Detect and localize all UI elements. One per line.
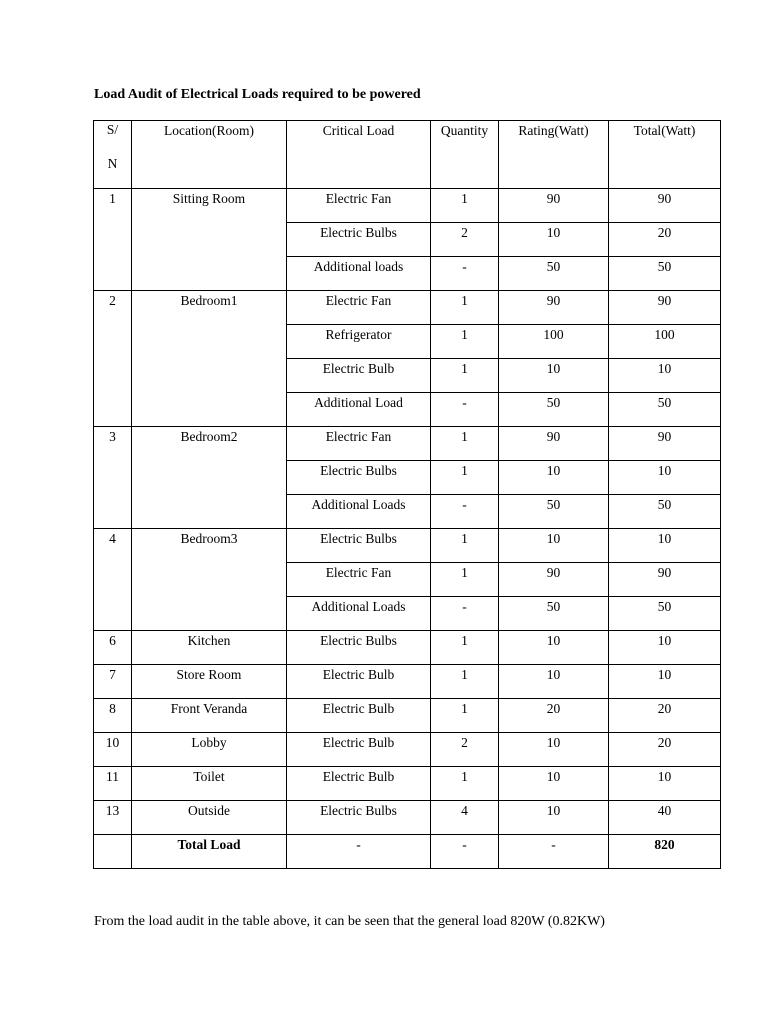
cell-location: Store Room: [132, 665, 287, 699]
cell-sn: 3: [94, 427, 132, 529]
cell-critical-load: Electric Bulb: [287, 733, 431, 767]
header-quantity: Quantity: [431, 121, 499, 189]
conclusion-text: From the load audit in the table above, it can be seen that the general load 820W (0.82KW): [94, 914, 605, 929]
table-row: [94, 665, 721, 699]
cell-rating: 10: [499, 801, 609, 835]
cell-sn: 7: [94, 665, 132, 699]
cell-quantity: 1: [431, 461, 499, 495]
cell-rating: 90: [499, 563, 609, 597]
cell-total: 20: [609, 223, 721, 257]
document-title: Load Audit of Electrical Loads required to be powered: [94, 87, 421, 102]
cell-total: 50: [609, 495, 721, 529]
load-audit-table: [93, 120, 721, 869]
cell-rating: 50: [499, 257, 609, 291]
cell-total: 10: [609, 359, 721, 393]
cell-location: Bedroom2: [132, 427, 287, 529]
cell-quantity: 1: [431, 665, 499, 699]
cell-location: Bedroom1: [132, 291, 287, 427]
total-load-row: [94, 835, 721, 869]
cell-quantity: -: [431, 597, 499, 631]
cell-total: 90: [609, 291, 721, 325]
cell-total: 50: [609, 393, 721, 427]
cell-quantity: 1: [431, 563, 499, 597]
cell-rating: 10: [499, 529, 609, 563]
cell-quantity: 1: [431, 427, 499, 461]
cell-quantity: 2: [431, 733, 499, 767]
cell-location: Toilet: [132, 767, 287, 801]
cell-rating: 50: [499, 393, 609, 427]
cell-total: 10: [609, 767, 721, 801]
cell-location: Kitchen: [132, 631, 287, 665]
table-row: [94, 291, 721, 325]
cell-rating: 10: [499, 767, 609, 801]
cell-total: 90: [609, 563, 721, 597]
cell-critical-load: Electric Bulbs: [287, 631, 431, 665]
cell-rating: 100: [499, 325, 609, 359]
header-sn-line2: N: [107, 156, 118, 171]
cell-quantity: 1: [431, 291, 499, 325]
header-sn: [94, 121, 132, 189]
cell-total: 90: [609, 427, 721, 461]
table-row: [94, 767, 721, 801]
cell-rating: 90: [499, 291, 609, 325]
cell-total: 10: [609, 631, 721, 665]
table-row: [94, 631, 721, 665]
cell-total: 10: [609, 529, 721, 563]
header-rating: Rating(Watt): [499, 121, 609, 189]
cell-location: Sitting Room: [132, 189, 287, 291]
cell-sn: [94, 835, 132, 869]
cell-sn: 10: [94, 733, 132, 767]
table-body: [94, 189, 721, 869]
header-total: Total(Watt): [609, 121, 721, 189]
cell-rating: 10: [499, 461, 609, 495]
cell-quantity: 1: [431, 631, 499, 665]
cell-critical-load: Electric Bulbs: [287, 529, 431, 563]
cell-total: 50: [609, 597, 721, 631]
cell-quantity: 1: [431, 189, 499, 223]
cell-critical-load: Electric Bulbs: [287, 223, 431, 257]
cell-critical-load: Additional Load: [287, 393, 431, 427]
cell-sn: 2: [94, 291, 132, 427]
cell-rating: 10: [499, 733, 609, 767]
cell-critical-load: Electric Bulbs: [287, 461, 431, 495]
cell-total: 10: [609, 665, 721, 699]
cell-rating: -: [499, 835, 609, 869]
cell-critical-load: Electric Bulb: [287, 767, 431, 801]
table-row: [94, 189, 721, 223]
cell-quantity: -: [431, 835, 499, 869]
cell-quantity: 1: [431, 529, 499, 563]
header-critical-load: Critical Load: [287, 121, 431, 189]
cell-location: Outside: [132, 801, 287, 835]
cell-rating: 50: [499, 495, 609, 529]
total-load-label: Total Load: [132, 835, 287, 869]
cell-location: Lobby: [132, 733, 287, 767]
cell-quantity: 1: [431, 699, 499, 733]
cell-sn: 4: [94, 529, 132, 631]
cell-quantity: 1: [431, 359, 499, 393]
table-header-row: [94, 121, 721, 189]
cell-sn: 6: [94, 631, 132, 665]
cell-quantity: -: [431, 257, 499, 291]
cell-rating: 50: [499, 597, 609, 631]
table-row: [94, 699, 721, 733]
table-row: [94, 733, 721, 767]
cell-total: 20: [609, 733, 721, 767]
cell-rating: 90: [499, 189, 609, 223]
total-load-value: 820: [609, 835, 721, 869]
cell-critical-load: Electric Bulbs: [287, 801, 431, 835]
cell-total: 40: [609, 801, 721, 835]
cell-critical-load: Electric Fan: [287, 427, 431, 461]
cell-total: 20: [609, 699, 721, 733]
cell-total: 90: [609, 189, 721, 223]
cell-critical-load: Refrigerator: [287, 325, 431, 359]
cell-quantity: -: [431, 495, 499, 529]
cell-rating: 10: [499, 223, 609, 257]
cell-rating: 10: [499, 359, 609, 393]
header-location: Location(Room): [132, 121, 287, 189]
cell-sn: 8: [94, 699, 132, 733]
cell-sn: 11: [94, 767, 132, 801]
cell-location: Front Veranda: [132, 699, 287, 733]
cell-sn: 1: [94, 189, 132, 291]
cell-critical-load: Electric Fan: [287, 291, 431, 325]
cell-quantity: 4: [431, 801, 499, 835]
cell-quantity: -: [431, 393, 499, 427]
cell-critical-load: Additional Loads: [287, 495, 431, 529]
cell-location: Bedroom3: [132, 529, 287, 631]
cell-critical-load: -: [287, 835, 431, 869]
cell-rating: 10: [499, 665, 609, 699]
cell-total: 10: [609, 461, 721, 495]
cell-critical-load: Additional loads: [287, 257, 431, 291]
cell-rating: 20: [499, 699, 609, 733]
cell-critical-load: Electric Fan: [287, 189, 431, 223]
cell-total: 100: [609, 325, 721, 359]
cell-critical-load: Electric Bulb: [287, 359, 431, 393]
cell-critical-load: Electric Bulb: [287, 699, 431, 733]
table-row: [94, 529, 721, 563]
cell-quantity: 1: [431, 767, 499, 801]
table-row: [94, 427, 721, 461]
cell-critical-load: Electric Bulb: [287, 665, 431, 699]
cell-critical-load: Additional Loads: [287, 597, 431, 631]
table-row: [94, 801, 721, 835]
cell-quantity: 2: [431, 223, 499, 257]
cell-total: 50: [609, 257, 721, 291]
cell-critical-load: Electric Fan: [287, 563, 431, 597]
cell-quantity: 1: [431, 325, 499, 359]
cell-sn: 13: [94, 801, 132, 835]
cell-rating: 10: [499, 631, 609, 665]
header-sn-line1: S/: [106, 122, 119, 137]
cell-rating: 90: [499, 427, 609, 461]
